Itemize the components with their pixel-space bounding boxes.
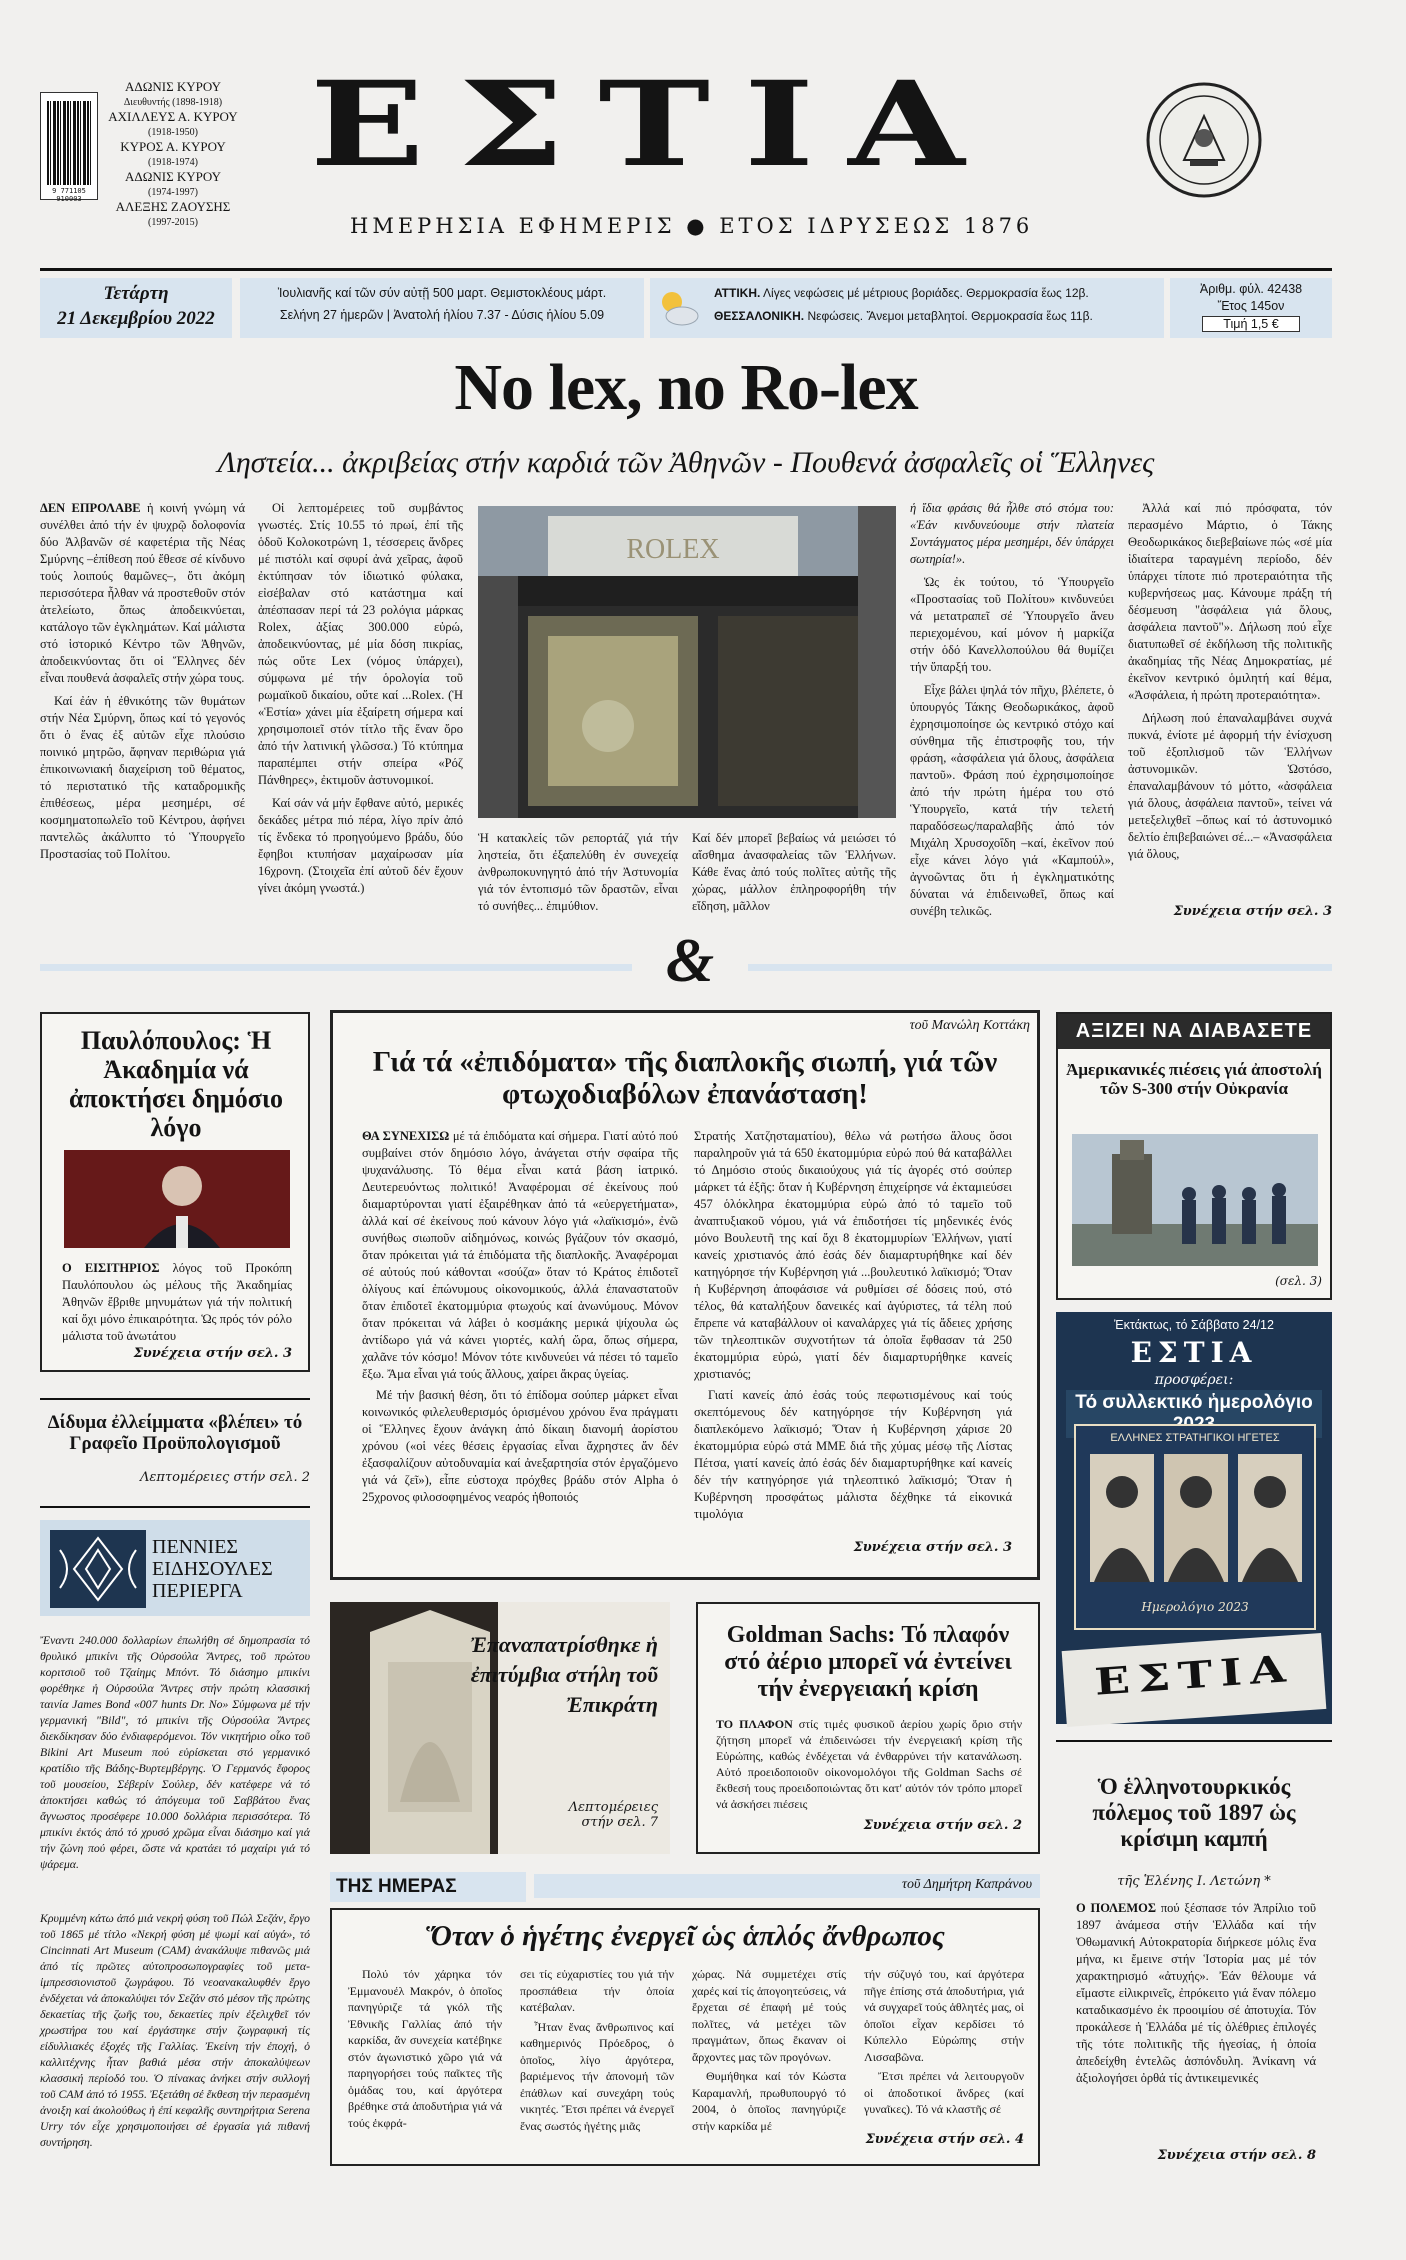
founder: ΚΥΡΟΣ Α. ΚΥΡΟΥ (1918-1974) [120,139,226,168]
greekturkish-continued: Συνέχεια στήν σελ. 8 [1157,2148,1316,2163]
promo-calendar-head: ΕΛΛΗΝΕΣ ΣΤΡΑΤΗΓΙΚΟΙ ΗΓΕΤΕΣ [1110,1432,1280,1444]
goldman-text: ΤΟ ΠΛΑΦΟΝ στίς τιμές φυσικοῦ ἀερίου χωρίς ὅριο στήν ζήτηση μπορεῖ νά ἐπιδεινώσει τήν ἐνεργειακή κρίση τῆς Εὐρώπης, καθώς ἐνδέχεται νά ἐνθαρρύνει τήν κατανάλωση. Αὐτό προειδοποιοῦν οἰκονομολόγοι τῆς Goldman Sachs σέ ἔκθεσή τους προειδοποιώντας ὅτι κατ' αὐτόν τόν τρόπο μπορεῖ νά ἀσκήσει πιέσεις [716,1717,1022,1811]
budget-headline: Δίδυμα ἐλλείμματα «βλέπει» τό Γραφεῖο Προϋπολογισμοῦ [47,1412,303,1455]
promo-logo-small: ΕΣΤΙΑ [1130,1336,1258,1369]
pennies-title: ΠΕΝΝΙΕΣ ΕΙΔΗΣΟΥΛΕΣ ΠΕΡΙΕΡΓΑ [152,1536,273,1602]
kottakis-continued: Συνέχεια στήν σελ. 3 [853,1540,1012,1555]
pennies-item-bikini: Ἔναντι 240.000 δολλαρίων ἐπωλήθη σέ δημοπρασία τό θρυλικό μπικίνι τῆς Οὐρσούλα Ἄντρες, τοῦ πρώτου κοριτσιοῦ τοῦ Τζαίημς Μπόντ. Τό διάσημο μπικίνι φορέθηκε ἡ Οὐρσούλα Ἄντρες στήν πρώτη κλασσική ταινία James Bond «007 hunts Dr. No» Σύμφωνα μέ τήν γερμανική "Bild", τό μπικίνι τῆς Οὐρσούλα Ἄντρες διεκδίκησαν δύο ἐνδιαφερόμενοι. Τόν νικητήριο οἶκο τοῦ Bikini Art Museum πού εὑρίσκεται στό γερμανικό κρατίδιο τῆς Βάδης-Βυρτεμβέργης. Ὁ Γερμανός ἔφορος τοῦ μουσείου, Σέβερίν Σούλερ, δέν κατέφερε νά τό ἀποκτήσει καθώς τό ἀπόγευμα τοῦ Σαββάτου ἕνας ἄγνωστος προσέφερε 10.000 δολλάρια περισσότερα. Τό μπικίνι ἐκτός ἀπό τό χρυσό χρῶμα εἶναι διάσημο καί γιά τήν ζώνη πού φέρει, ὥστε νά κρατάει τό μαχαίρι γιά τό ψάρεμα. [40,1633,310,1871]
budget-continued: Λεπτομέρειες στήν σελ. 2 [140,1470,310,1485]
lead-headline: No lex, no Ro-lex [454,351,918,424]
worth-headline: Ἀμερικανικές πιέσεις γιά ἀποστολή τῶν S-300 στήν Οὐκρανία [1066,1060,1322,1099]
promo-title: Τό συλλεκτικό ἡμερολόγιο [1066,1390,1322,1438]
masthead-seal [1144,80,1264,200]
day-col3: χώρας. Νά συμμετέχει στίς χαρές καί τίς ἀπογοητεύσεις, νά ἔρχεται σέ ἐπαφή μέ τούς πολῖτες, νά μετέχει τῶν πραγμάτων, ὅπως ἔκαναν οἱ ἄρχοντες μας τῶν προγόνων. Θυμήθηκα καί τόν Κώστα Καραμανλή, πρωθυπουργό τό 2004, ὁ ὁποῖος πανηγύριζε στήν καρκίδα μέ [692,1967,846,2133]
lead-photo-rolex-store [478,506,896,818]
lead-subhead: Ληστεία... ἀκριβείας στήν καρδιά τῶν Ἀθηνῶν - Πουθενά ἀσφαλεῖς οἱ Ἕλληνες [217,446,1155,479]
stele-continued: Λεπτομέρειες στήν σελ. 7 [568,1800,658,1830]
goldman-continued: Συνέχεια στήν σελ. 2 [863,1818,1022,1833]
day-col1: Πολύ τόν χάρηκα τόν Ἐμμανουέλ Μακρόν, ὁ ὁποῖος πανηγύριζε τά γκόλ τῆς Ἐθνικῆς Γαλλίας ἀπό τήν καρκίδα, ἄν συνεχεία κατέβηκε στόν ἀγωνιστικό χῶρο γιά νά παρηγορήσει τούς παῖκτες τῆς ὁμάδας του, καί ἀργότερα βρέθηκε στά ἀποδυτήρια γιά νά τούς ἐκφρά- [348,1967,502,2130]
goldman-headline: Goldman Sachs: Τό πλαφόν στό ἀέριο μπορεῖ νά ἐντείνει τήν ἐνεργειακή κρίση [724,1622,1012,1702]
pavlopoulos-headline: Παυλόπουλος: Ἡ Ἀκαδημία νά ἀποκτήσει δημόσιο λόγο [69,1026,283,1143]
founder: ΑΔΩΝΙΣ ΚΥΡΟΥ Διευθυντής (1898-1918) [123,79,223,108]
pavlopoulos-continued: Συνέχεια στήν σελ. 3 [133,1346,292,1361]
promo-calendar-year: Ημερολόγιο 2023 [1141,1600,1249,1614]
worth-continued: (σελ. 3) [1275,1274,1322,1288]
issue-year: Ἔτος 145ον [1217,299,1285,313]
budget-rule-bottom [40,1506,310,1508]
worth-tag: ΑΞΙΖΕΙ ΝΑ ΔΙΑΒΑΣΕΤΕ [1058,1014,1330,1049]
kottakis-col2: Στρατής Χατζησταματίου), θέλω νά ρωτήσω ἅλους ὅσοι παραληροῦν γιά τά 650 ἑκατομμύρια εὐρώ πού θά καταβάλλει τό Δημόσιο στούς δικαιούχους γιά τίς ἀγορές στό σούπερ μάρκετ τά ἐξῆς: ὅταν ἡ Κυβέρνηση ἐπιχείρησε νά ἐκταμιεύσει 457 ὁλόκληρα ἑκατομμύρια εὐρώ ἀπό τό ταμεῖο τοῦ ἀναπτυξιακοῦ νόμου, γιά νά ἐπιδοτήσει τίς μηδενικές ἑνός μόνο Βουλευτῆ της καί ὄχι 8 ἑκατομμυρίων Ἑλλήνων, γιατί κανείς χριστιανός ἀπό ἐσάς δέν διαμαρτυρήθηκε καί δέν κατηγόρησε τήν Κυβέρνηση γιά ...βουλευτικό λαϊκισμό; Ὅταν ἡ Κυβέρνηση ἀποφάσισε νά ρυθμίσει σέ δόσεις πού, στό τέλος, θά καταλήξουν δανεικές καί ἀγύριστες, τά τέλη πού ἔπρεπε νά καταβάλλουν οἱ καναλάρχες γιά τίς ἄδειες χρήσης τῶν τηλεοπτικῶν συχνοτήτων τά ὁποῖα ἔφθασαν τά 250 ἑκατομμύρια εὐρώ, γιατί δέν διαμαρτυρήθηκε κανείς χριστιανός; Γιατί κανείς ἀπό ἐσάς τούς πεφωτισμένους καί τούς σκεπτόμενους δέν κατηγόρησε τήν Κυβέρνηση γιά διαπλεκόμενο λαϊκισμό; Ὅταν ἡ Κυβέρνηση χάρισε 20 ἑκατομμύρια εὐρώ στά ΜΜΕ διά τῆς χύμας μέσῳ τῆς Λίστας Πέτσα, γιατί κανείς ἀπό ἐσάς δέν διαμαρτυρήθηκε καί κανείς δέν τήν κατηγόρησε γιά τηλεοπτικό λαϊκισμό; Ὅταν ἡ Κυβέρνηση προσφάτως μάλιστα δέχθηκε τά εἰκονικά τιμολόγια [694,1129,1012,1521]
kottakis-headline: Γιά τά «ἐπιδόματα» τῆς διαπλοκῆς σιωπή, γιά τῶν φτωχοδιαβόλων ἐπανάσταση! [372,1046,998,1111]
lead-under-photo-1: Ἡ κατακλείς τῶν ρεπορτάζ γιά τήν ληστεία, ὅτι ἐξαπελύθη ἐν συνεχείᾳ ἀνθρωποκυνηγητό ἀπό τήν Ἀστυνομία γιά τόν ἐντοπισμό τῶν δραστῶν, εἶναι τό συνήθες... ἐπιμύθιον. [478,831,678,913]
promo-logo-big: ΕΣΤΙΑ [1093,1646,1295,1704]
greekturkish-headline: Ὁ ἑλληνοτουρκικός πόλεμος τοῦ 1897 ὡς κρίσιμη καμπή [1092,1774,1296,1851]
infobar-saints: Ἰουλιανῆς καί τῶν σύν αὐτῇ 500 μαρτ. Θεμιστοκλέους μάρτ. [277,286,607,300]
pavlopoulos-text: Ο ΕΙΣΙΤΗΡΙΟΣ λόγος τοῦ Προκόπη Παυλόπουλου ὡς μέλους τῆς Ἀκαδημίας Ἀθηνῶν ἔβριθε μηνυμάτων γιά τήν πολιτική καί ὄχι μόνο ἐπικαιρότητα. Ὡς πρός τόν ρόλο μάλιστα τοῦ ἀνωτάτου [62,1261,292,1343]
infobar-day: Τετάρτη [103,283,169,304]
barcode-bars [47,101,91,185]
issue-price: Τιμή 1,5 € [1202,316,1300,332]
barcode [40,92,98,203]
founder: ΑΧΙΛΛΕΥΣ Α. ΚΥΡΟΥ (1918-1950) [108,109,238,138]
worth-photo-s300 [1072,1134,1318,1266]
masthead-title: ΕΣΤΙΑ [310,55,999,194]
founder: ΑΔΩΝΙΣ ΚΥΡΟΥ (1974-1997) [124,169,222,198]
promo-offers: προσφέρει: [1154,1372,1234,1388]
lead-col2: Οἱ λεπτομέρειες τοῦ συμβάντος γνωστές. Στίς 10.55 τό πρωί, ἐπί τῆς ὁδοῦ Κολοκοτρώνη 1, τέσσερεις ἄνδρες μέ πιστόλι καί σφυρί ἀνά χεῖρας, ἀφοῦ ἐκτύπησαν τόν ἰδιωτικό φύλακα, εἰσέβαλαν στό κατάστημα καί ἀπέσπασαν περί τά 23 ρολόγια μάρκας Rolex, ἀξίας 300.000 εὐρώ, ἀποδεικνύοντας, μέ μία δόση πικρίας, πώς οὔτε Lex (νόμος ὑπάρχει), σύμφωνα μέ τήν ὁρολογία τοῦ ρωμαϊκοῦ δικαίου, οὔτε καί ...Rolex. (Ἡ «Ἑστία» χάνει μία ἐξαίρετη σήμερα καί χρησιμοποιεῖ στόν τίτλο τῆς ἕναν ὅρο ἀπό τήν λατινική γλῶσσα.) Τό κτύπημα παραπέμπει στήν σπείρα «Ρόζ Πάνθηρες», ἐκτιμοῦν ἀστυνομικοί. Καί σάν νά μήν ἔφθανε αὐτό, μερικές δεκάδες μέτρα πιό πέρα, λίγο πρίν ἀπό τίς ἕνδεκα τό προηγούμενο βράδυ, δύο ἔφηβοι κτυπήσαν μαχαίρωσαν μία 16χρονη. (Στοιχεῖα ἐπί αὐτοῦ δέν ἔχουν γίνει ἀκόμη γνωστά.) [258,501,463,895]
divider-bar-right [748,964,1332,971]
day-tag: ΤΗΣ ΗΜΕΡΑΣ [330,1872,526,1902]
lead-continued: Συνέχεια στήν σελ. 3 [1173,904,1332,919]
pennies-ornament-icon [50,1530,146,1608]
day-continued: Συνέχεια στήν σελ. 4 [865,2132,1024,2147]
infobar-sun: Σελήνη 27 ἡμερῶν | Ἀνατολή ἡλίου 7.37 - Δύσις ἡλίου 5.09 [279,308,605,322]
budget-rule [40,1398,310,1400]
lead-col1: ΔΕΝ ΕΠΡΟΛΑΒΕ ἡ κοινή γνώμη νά συνέλθει ἀπό τήν ἐν ψυχρῷ δολοφονία δύο Ἀλβανῶν σέ καφετέρια τῆς Νέας Σμύρνης –ἐπίθεση πού ἔθεσε σέ κίνδυνο τούς λοιπούς θαμῶνες–, ὅτι ἀκόμη περισσότερα ἦλθαν νά προστεθοῦν στόν ἀτελείωτο, ὅπως ἀποδεικνύεται, κατάλογο τῶν ἐγκλημάτων. Καί μάλιστα στό ἱστορικό Κέντρο τῶν Ἀθηνῶν, ἀποδεικνύοντας ὅτι οἱ Ἕλληνες δέν εἶναι πουθενά ἀσφαλεῖς στήν χώρα τους. Καί ἐάν ἡ ἐθνικότης τῶν θυμάτων στήν Νέα Σμύρνη, ὅπως καί τό γεγονός ὅτι ὁ ἕνας ἐξ αὐτῶν εἶχε πλούσιο ποινικό μητρῶο, ἄφηναν περιθώρια γιά ἐπικοινωνιακή διαχείριση τοῦ θέματος, τό περιστατικό τῆς καταδρομικῆς ἐπιθέσεως, μέρα μεσημέρι, σέ κοσμηματοπωλεῖο τοῦ Κέντρου, ἀφήνει παντελῶς ἀκάλυπτο τό Ὑπουργεῖο Προστασίας τοῦ Πολίτου. [40,501,245,861]
greekturkish-byline: τῆς Ἑλένης Ι. Λετώνη * [1117,1874,1271,1889]
svg-text:ROLEX: ROLEX [626,534,720,565]
day-headline: Ὅταν ὁ ἡγέτης ἐνεργεῖ ὡς ἁπλός ἄνθρωπος [425,1920,945,1952]
pavlopoulos-photo [64,1150,290,1248]
lead-col5: ἡ ἴδια φράσις θά ἦλθε στό στόμα του: «Ἐάν κινδυνεύουμε στήν πλατεία Συντάγματος μέρα μεσημέρι, δέν ὑπάρχει σωτηρία!». Ὡς ἐκ τούτου, τό Ὑπουργεῖο «Προστασίας τοῦ Πολίτου» κινδυνεύει νά μετατραπεῖ σέ Ὑπουργεῖο ἄνευ περιεχομένου, καί μόνον ἡ μαρκίζα στήν ὁδό Κανελλοπούλου θά θυμίζει τήν ὕπαρξή του. Εἶχε βάλει ψηλά τόν πῆχυ, βλέπετε, ὁ ὑπουργός Τάκης Θεοδωρικάκος, ἀφοῦ ἐχρησιμοποίησε ὡς κεντρικό στόχο καί σύνθημα τῆς ἐπιστροφῆς του, τήν φράση, «ἀσφάλεια γιά ὅλους, ἀσφάλεια παντοῦ». Φράση πού ἐχρησιμοποίησε ἀπό τήν πρώτη ἡμέρα του στό Ὑπουργεῖο, κατά τήν τελετή παραδόσεως/παραλαβῆς ἀπό τόν Μιχάλη Χρυσοχοΐδη –καί, ἐκεῖνον πού εἶχε κάνει λόγο γιά «Καμπούλ», ἀγνοῶντας ὅτι ἡ ἐγκληματικότης δύναται νά ἐπιδεινωθεῖ, ὅπως καί συνέβη τελικῶς. [910,501,1114,918]
divider-bar-left [40,964,632,971]
promo-generals-portraits [1090,1454,1302,1582]
pennies-item-cezanne: Κρυμμένη κάτω ἀπό μιά νεκρή φύση τοῦ Πώλ Σεζάν, ἔργο τοῦ 1865 μέ τίτλο «Νεκρή φύση μέ ψωμί καί αὐγά», τό Cincinnati Art Museum (CAM) ἀνακάλυψε πιθανῶς μιά ἀπό τίς πρῶτες αὐτοπροσωπογραφίες τοῦ μετα-ἰμπρεσσιονιστοῦ ζωγράφου. Τό νεοανακαλυφθέν ἔργο ἐνδέχεται νά ἀποκαλύψει τόν Σεζάν στό μέσον τῆς πρώτης δεκαετίας τῆς ζωῆς του, δεκαετίες πρίν ἐξελιχθεῖ τόν χρωστήρα του καί ἐργάστηκε στήν ζωγραφική τίς εἰδυλλιακές ἐξοχές τῆς Γαλλίας. Ἐκείνη τήν ἐποχή, ὁ καλλιτέχνης ἦταν βαθιά μέσα στήν ἀποκαλύψεων κλασσική περίοδό του. Ὁ πίνακας ἀνήκει στήν συλλογή τοῦ CAM ἀπό τό 1955. Ἐξετάθη σέ ἔκθεση τήν περασμένη ἀνοιξη καί ἀκολούθως ἡ ἐπί κεφαλῆς συντηρήτρια Serena Urry τόν εἶχε χρησιμοποιήσει σέ ἐργασία γιά πιθανή συντήρηση. [40,1911,310,2149]
kottakis-col1: ΘΑ ΣΥΝΕΧΙΣΩ μέ τά ἐπιδόματα καί σήμερα. Γιατί αὐτό πού συμβαίνει στόν δημόσιο λόγο, ἀνάγεται στήν σφαίρα τῆς ψυχανάλυσης. Τό θέμα εἶναι κατά βάση ἰατρικό. Δευτερευόντως πολιτικό! Ἀναφέρομαι σέ ἐκείνους πού διαμαρτύρονται γιατί ἐξαιρέθηκαν ἀπό τά «εὐεργετήματα», ἀλλά καί σέ ἐκείνους πού κάνουν λόγο γιά «λαϊκισμό», ἐνῶ συνήθως σιωποῦν αἰδημόνως, κοινώς βγάζουν τόν σκασμό, ὅταν πρόκειται γιά τά ἐπιδόματα τῆς διαπλοκῆς. Ἀναφέρομαι σέ αὐτούς πού κάθονται «σούζα» ὅταν τό Κράτος ἐπιδοτεῖ ὀλίγους καί ἐπώνυμους οἰκονομικούς, ἀλλά ἐπαναστατοῦν ὅταν ἐπιδοτεῖ ἑκατομμύρια φτωχούς καί ἀνωνύμους. Μόνον ὅταν πρόκειται νά λάβει ὁ κοσμάκης μερικά ψίχουλα ὡς ἀντίδωρο γιά νά κάνει γιορτές, καλή ὥρα, ὅπως σήμερα, χαλᾶνε τόν κόσμο! Μόνον τότε κινδυνεύει νά πέσει τό ταμεῖο ἔξω. Ἄμα εἶναι γιά τούς ἄλλους, χαίρει ἄκρας ὑγείας. Μέ τήν βασική θέση, ὅτι τό ἐπίδομα σούπερ μάρκετ εἶναι κοινωνικός φιλελευθερισμός ὁρισμένου χρόνου ἕνα πράγματι οἱ Ἕλληνες ἔχουν ἀνάγκη ἀπό δίκαιη διανομή ἀορίστου χρόνου («οἱ νέες θέσεις ἐργασίας εἶναι ἄχρηστες ἄν δέν ἐξασφαλίζουν αὐτοδυναμία καί ἀνεξαρτησία στόν ἐργαζόμενο γιά νά ζεῖ»), εἶπε εὐστοχα πρόχθες βράδυ στόν Alpha ὁ 25χρονος φιλοσοφημένος νεαρός ἡθοποιός [362,1129,678,1504]
founders-list [108,80,238,230]
promo-top: Ἐκτάκτως, τό Σάββατο 24/12 [1114,1318,1274,1332]
kottakis-byline: τοῦ Μανώλη Κοττάκη [909,1018,1030,1033]
day-col4: τήν σύζυγό του, καί ἀργότερα πῆγε ἐπίσης στά ἀποδυτήρια, γιά νά συγχαρεῖ τούς ἀθλητές μας, οἱ ὁποῖοι εἶχαν κερδίσει τό Κύπελλο Εὐρώπης στήν Λισσαβῶνα. Ἔτσι πρέπει νά λειτουργοῦν οἱ ἀποδοτικοί ἄνδρες (καί γυναῖκες). Τό νά κλαστῆς σέ [864,1967,1024,2116]
masthead-subtitle: ΗΜΕΡΗΣΙΑ ΕΦΗΜΕΡΙΣ ● ΕΤΟΣ ΙΔΡΥΣΕΩΣ 1876 [350,214,1034,238]
greekturkish-text: Ο ΠΟΛΕΜΟΣ πού ξέσπασε τόν Ἀπρίλιο τοῦ 1897 ἀνάμεσα στήν Ἑλλάδα καί τήν Ὀθωμανική Αὐτοκρατορία διήρκεσε μόλις ἕνα μήνα, κι ἔμεινε στήν Ἱστορία μας μέ τόν χαρακτηρισμό «ἀτυχής». Ἐάν θέλουμε νά εἴμαστε εἰλικρινεῖς, ἐπρόκειτο γιά ἕναν πόλεμο καταδικασμένο ἐκ προοιμίου σέ ἀποτυχία. Τόν προκάλεσε ἡ Ἑλλάδα μέ τίς ὀλέθριες ἐπιλογές τῆς τότε πολιτικῆς τῆς ἡγεσίας, ἡ ὁποία ἀπεδείχθη ἐντελῶς ἀσπόνδυλη. Ἀνίκανη νά ἀξιολογήσει ὀρθά τίς ἀντικειμενικές [1076,1901,1317,2085]
weather-icon [654,286,702,330]
ampersand-divider: & [665,927,715,995]
issue-number: Ἀριθμ. φύλ. 42438 [1199,282,1303,296]
day-col2: σει τίς εὐχαριστίες του γιά τήν προσπάθεια τήν ὁποία κατέβαλαν. Ἦταν ἕνας ἄνθρωπινος καί καθημερινός Πρόεδρος, ὁ ὁποῖος, λίγο ἀργότερα, βαριέμενος τήν ἀπονομή τῶν ἐπάθλων καί συνεχάρη τούς νικητές. Ἔτσι πρέπει νά ἐνεργεῖ ἕνας σωστός ἡγέτης μιᾶς [520,1967,674,2133]
founder: ΑΛΕΞΗΣ ΖΑΟΥΣΗΣ (1997-2015) [115,199,231,228]
day-byline: τοῦ Δημήτρη Καπράνου [902,1877,1032,1892]
masthead-rule [40,268,1332,271]
weather-thessaloniki: ΘΕΣΣΑΛΟΝΙΚΗ. Νεφώσεις. Ἄνεμοι μεταβλητοί. Θερμοκρασία ἕως 11β. [714,309,1093,323]
stele-headline: Ἐπαναπατρίσθηκε ἡ ἐπιτύμβια στήλη τοῦ Ἐπικράτη [470,1632,658,1717]
lead-col6: Ἀλλά καί πιό πρόσφατα, τόν περασμένο Μάρτιο, ὁ Τάκης Θεοδωρικάκος διεβεβαίωνε πώς «σέ μία ἰδιαίτερα ταραγμένη περίοδο, δέν ὑπάρχει τίποτε πιό προτεραιότητα τῆς κυβερνήσεως μας. Κάνουμε πράξη τή δέσμευση "ἀσφάλεια γιά ὅλους, ἀσφάλεια παντοῦ"». Δήλωση πού εἶχε διατυπωθεῖ σέ ἐκδήλωση τῆς πολιτικῆς ἀκαδημίας τῆς Νέας Δημοκρατίας, μέ ἐκεῖνον κεντρικό ὁμιλητή καί θέμα, «Ἀσφάλεια, ἡ πρώτη προτεραιότητα». Δήλωση πού ἐπαναλαμβάνει συχνά πυκνά, ἐνίοτε μέ ἀφορμή τήν ἐνίσχυση τοῦ ἐξοπλισμοῦ τῶν Ἑλλήνων ἀστυνομικῶν. Ὡστόσο, ἐπαναλαμβάνουν τό μόττο, «ἀσφάλεια γιά ὅλους, ἀσφάλεια παντοῦ», τείνει νά μετεξελιχθεῖ –ὅπως καί τό ἀστυνομικό δελτίο ἐπιβεβαιώνει σέ...– «Ἀνασφάλεια γιά ὅλους, [1128,501,1332,861]
barcode-digits: 9 771105 910003 [52,187,86,203]
infobar-date: 21 Δεκεμβρίου 2022 [57,308,215,329]
greekturkish-rule [1056,1740,1332,1742]
lead-under-photo-2: Καί δέν μπορεῖ βεβαίως νά μειώσει τό αἴσθημα ἀνασφαλείας τῶν Ἑλλήνων. Κάθε ἕνας ἀπό τούς πολῖτες αὐτῆς τῆς χώρας, μάλλον ἐπληροφορήθη τήν εἴδηση, μᾶλλον [692,831,896,913]
weather-attica: ΑΤΤΙΚΗ. Λίγες νεφώσεις μέ μέτριους βοριάδες. Θερμοκρασία ἕως 12β. [714,286,1089,300]
